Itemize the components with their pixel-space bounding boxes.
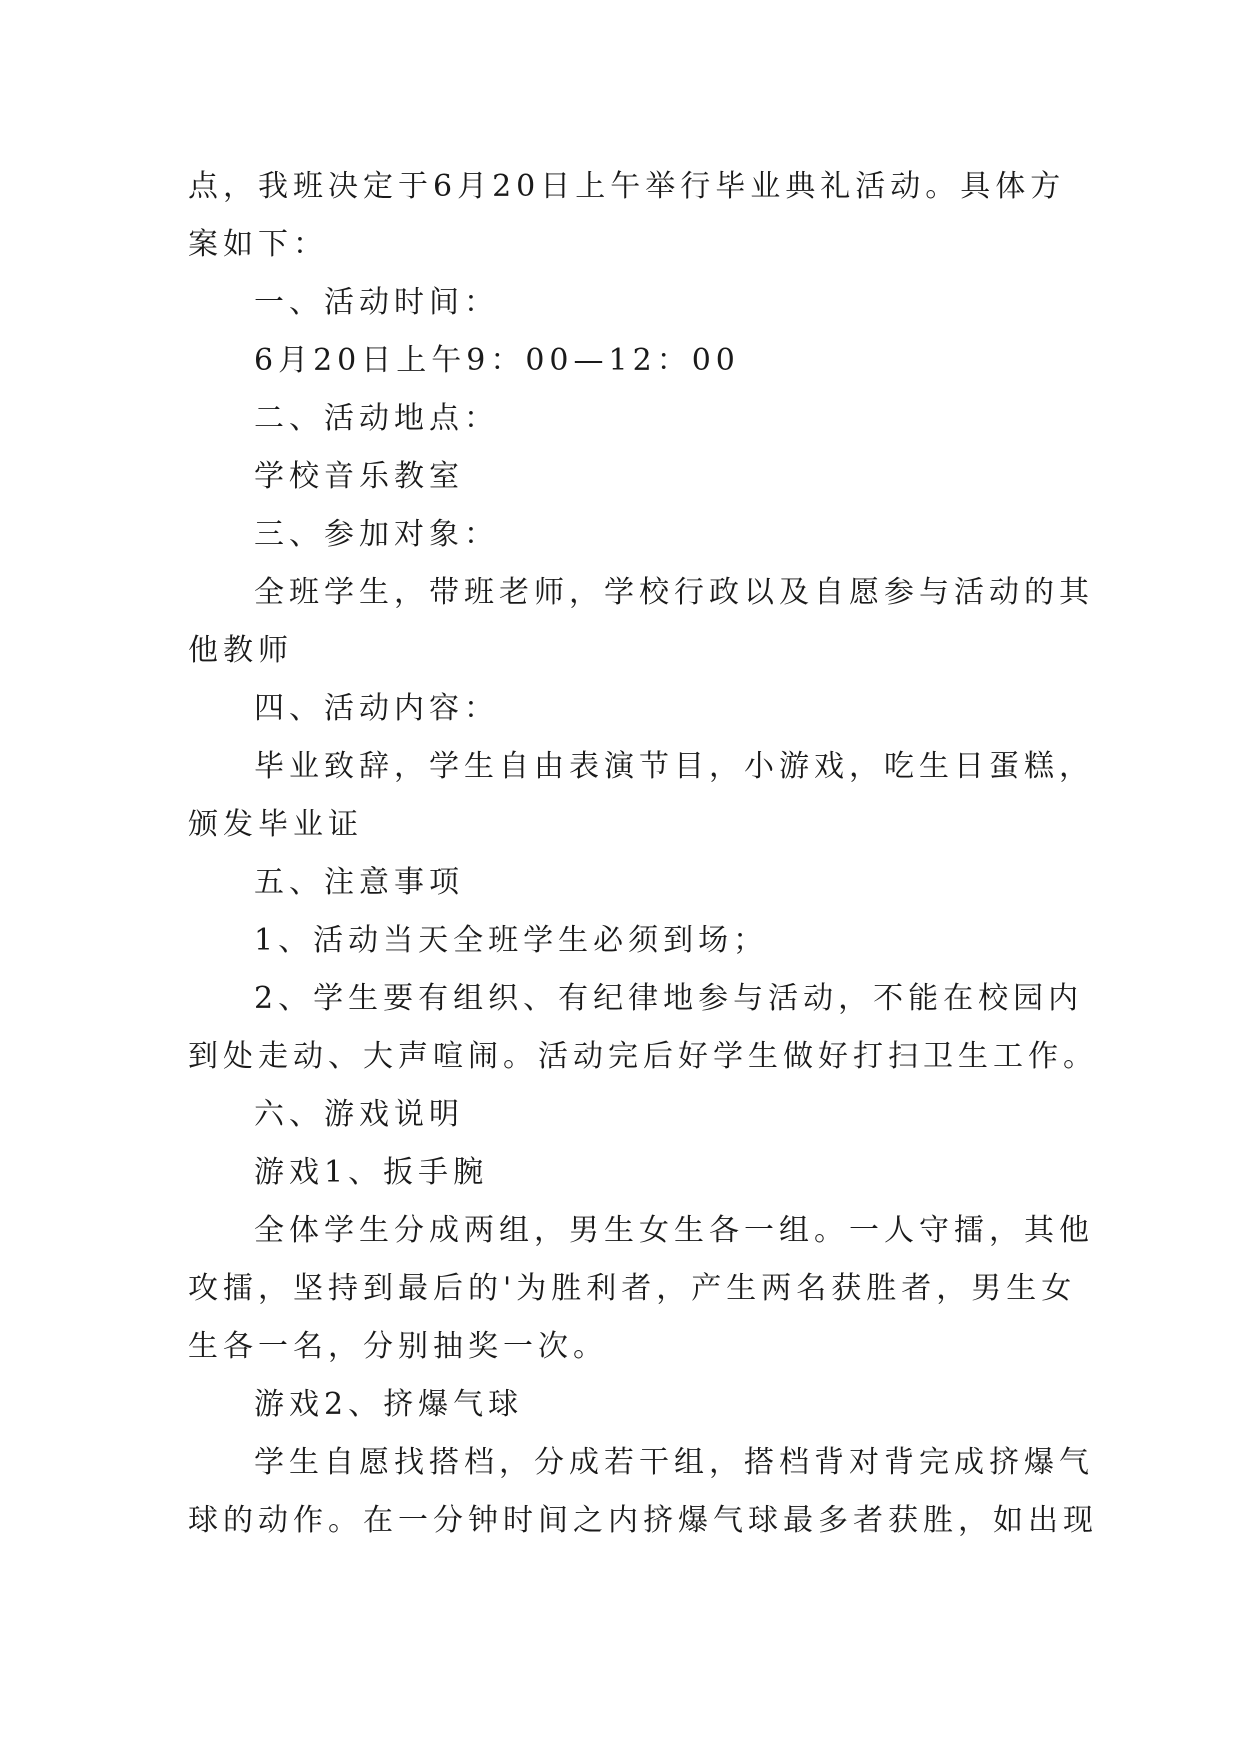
- paragraph-line: 全体学生分成两组，男生女生各一组。一人守擂，其他: [254, 1213, 1094, 1248]
- paragraph-line: 学校音乐教室: [254, 459, 464, 494]
- paragraph-line: 毕业致辞，学生自由表演节目，小游戏，吃生日蛋糕，: [254, 749, 1094, 784]
- paragraph-line: 案如下：: [188, 227, 328, 262]
- document-body: [188, 158, 1098, 1550]
- section-heading: 四、活动内容：: [254, 691, 499, 726]
- paragraph-line: 他教师: [188, 633, 293, 668]
- paragraph-line: 攻擂，坚持到最后的'为胜利者，产生两名获胜者，男生女: [188, 1271, 1077, 1306]
- paragraph-line: 生各一名，分别抽奖一次。: [188, 1329, 608, 1364]
- subsection-heading: 游戏1、扳手腕: [254, 1155, 489, 1190]
- subsection-heading: 游戏2、挤爆气球: [254, 1387, 524, 1422]
- section-heading: 六、游戏说明: [254, 1097, 464, 1132]
- paragraph-line: 到处走动、大声喧闹。活动完后好学生做好打扫卫生工作。: [188, 1039, 1098, 1074]
- paragraph-line: 学生自愿找搭档，分成若干组，搭档背对背完成挤爆气: [254, 1445, 1094, 1480]
- paragraph-line: 颁发毕业证: [188, 807, 363, 842]
- section-heading: 一、活动时间：: [254, 285, 499, 320]
- paragraph-line: 2、学生要有组织、有纪律地参与活动，不能在校园内: [254, 981, 1084, 1016]
- paragraph-line: 6月20日上午9：00—12：00: [254, 343, 740, 378]
- paragraph-line: 球的动作。在一分钟时间之内挤爆气球最多者获胜，如出现: [188, 1503, 1098, 1538]
- section-heading: 三、参加对象：: [254, 517, 499, 552]
- section-heading: 二、活动地点：: [254, 401, 499, 436]
- paragraph-line: 全班学生，带班老师，学校行政以及自愿参与活动的其: [254, 575, 1094, 610]
- section-heading: 五、注意事项: [254, 865, 464, 900]
- paragraph-line: 点，我班决定于6月20日上午举行毕业典礼活动。具体方: [188, 169, 1066, 204]
- paragraph-line: 1、活动当天全班学生必须到场；: [254, 923, 769, 958]
